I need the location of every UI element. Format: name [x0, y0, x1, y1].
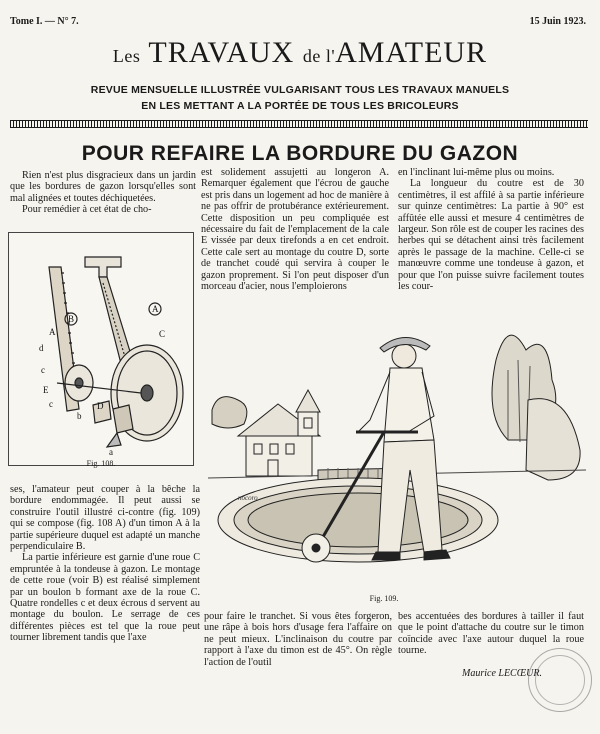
- paragraph: La longueur du coutre est de 30 centimètres, il est affilé à sa partie inférieure sur quinze centimètres: La partie à 90° est affûtée elle aussi et mesure 4 centimètres de largeur. Son rôle est de couper les racines des herbes qui se détachent ainsi très facilement après le passage de la machine. Celle-ci se manœuvre comme une tondeuse à gazon, et pour que l'on puisse suivre facilement toutes les cour-: [398, 178, 584, 293]
- paragraph: Rien n'est plus disgracieux dans un jardin que les bordures de gazon lorsqu'elles sont mal alignées et toutes déchiquetées.: [10, 170, 196, 204]
- subtitle-line-2: EN LES METTANT A LA PORTÉE DE TOUS LES BRICOLEURS: [141, 100, 459, 112]
- article-title: POUR REFAIRE LA BORDURE DU GAZON: [81, 142, 519, 165]
- paragraph: Pour remédier à cet état de cho-: [22, 204, 152, 216]
- masthead-les: Les: [112, 46, 141, 66]
- figure-108-caption: Fig. 108.: [86, 459, 116, 468]
- figure-109-caption: Fig. 109.: [369, 594, 399, 603]
- label-b-circle: B: [68, 314, 75, 324]
- column-2-bottom: [204, 611, 392, 668]
- author-signature: Maurice LECŒUR.: [462, 668, 542, 679]
- paragraph: en l'inclinant lui-même plus ou moins.: [398, 167, 555, 178]
- column-2-top: [201, 167, 389, 292]
- masthead: [0, 36, 600, 73]
- label-c-lower: c: [49, 399, 53, 409]
- label-a: A: [49, 327, 56, 337]
- tome-number: Tome I. — N° 7.: [10, 16, 79, 27]
- subtitle-line-1: REVUE MENSUELLE ILLUSTRÉE VULGARISANT TOUS LES TRAVAUX MANUELS: [90, 84, 510, 96]
- paragraph: ses, l'amateur peut couper à la bêche la bordure endommagée. Il peut aussi se construire l'outil illustré ci-contre (fig. 109) qui se compose (fig. 108 A) d'un timon A à la partie supérieure duquel est adapté un manche perpendiculaire B.: [10, 484, 200, 553]
- issue-date: 15 Juin 1923.: [529, 16, 586, 27]
- label-a-circle: A: [152, 304, 159, 314]
- column-1-top: [10, 170, 196, 216]
- tool-diagram: [9, 233, 193, 465]
- header-rule: [10, 120, 588, 128]
- masthead-amateur: AMATEUR: [335, 36, 488, 69]
- issue-header: [10, 16, 586, 30]
- column-1-bottom: [10, 484, 200, 644]
- figure-109: [208, 320, 586, 592]
- masthead-de: de l': [302, 46, 336, 66]
- library-stamp: [528, 648, 592, 712]
- figure-108: [8, 232, 194, 466]
- artist-signature: nocoro: [238, 494, 258, 502]
- label-c-left: c: [41, 365, 45, 375]
- masthead-travaux: TRAVAUX: [148, 36, 295, 69]
- gardener-illustration: [208, 320, 586, 592]
- label-b-lower: b: [77, 411, 82, 421]
- paragraph: bes accentuées des bordures à tailler il faut que le point d'attache du coutre sur le timon coïncide avec l'axe autour duquel la roue tourne.: [398, 611, 584, 657]
- label-d-upper: D: [97, 401, 104, 411]
- paragraph: est solidement assujetti au longeron A. Remarquer également que l'écrou de gauche est pris dans un logement ad hoc de manière à ne pas offrir de protubérance extérieurement. Cette disposition un peu compliquée est nécessaire du fait de l'emplacement de la cale E vissée par deux tirefonds a en cet endroit. Cette cale sert au montage du coutre D, sorte de tranchet coudé qui servira à couper le gazon proprement. Si l'on peut disposer d'un morceau d'acier, nous l'emploierons: [201, 167, 389, 293]
- label-e: E: [43, 385, 49, 395]
- label-d: d: [39, 343, 44, 353]
- paragraph: La partie inférieure est garnie d'une roue C empruntée à la tondeuse à gazon. Le montage de cette roue (voir B) est réalisé simplement par un boulon b formant axe de la roue C. Quatre rondelles c et deux écrous d servent au montage du boulon. Le serrage de ces différentes pièces est tel que la roue peut tourner librement tandis que l'axe: [10, 552, 200, 644]
- label-c: C: [159, 329, 166, 339]
- column-3-top: [398, 167, 584, 292]
- label-a-lower: a: [109, 447, 113, 457]
- paragraph: pour faire le tranchet. Si vous êtes forgeron, une râpe à bois hors d'usage fera l'affaire on ne peut mieux. L'inclinaison du coutre par rapport à l'axe du timon est de 45°. On règle l'action de l'outil: [204, 611, 392, 668]
